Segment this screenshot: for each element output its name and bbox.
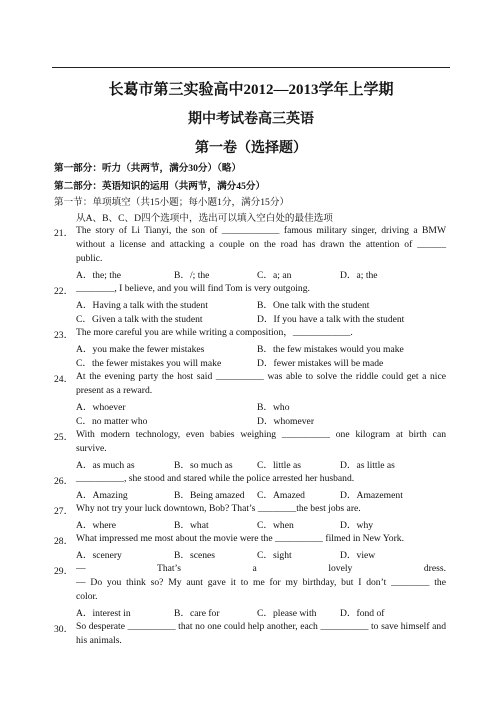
question-text: without a license and attacking a couple on the road has drawn the attention of ______ — [76, 239, 446, 250]
exam-title: 期中考试卷高三英语 — [188, 112, 314, 127]
answer-option: B．One talk with the student — [257, 300, 370, 311]
answer-option: C．a; an — [257, 270, 292, 281]
question-number: 21． — [54, 228, 74, 239]
answer-option: A．as much as — [76, 460, 135, 471]
question-text: ________, I believe, and you will find Tom is very outgoing. — [76, 283, 310, 294]
answer-option: D．a; the — [340, 270, 378, 281]
answer-option: A．whoever — [76, 402, 126, 413]
question-text: The story of Li Tianyi, the son of ____________ famous military singer, driving a BMW — [76, 225, 446, 236]
question-text: survive. — [76, 443, 107, 454]
question-text: __________, she stood and stared while the police arrested her husband. — [76, 473, 355, 484]
answer-option: A．Amazing — [76, 490, 128, 501]
question-text: So desperate __________ that no one could help another, each __________ to save himself and — [76, 621, 446, 632]
question-text: his animals. — [76, 635, 122, 646]
question-number: 24． — [54, 374, 74, 385]
answer-option: B．care for — [174, 608, 220, 619]
answer-option: C．Amazed — [257, 490, 305, 501]
question-text: With modern technology, even babies weighing __________ one kilogram at birth can — [76, 429, 446, 440]
question-text: public. — [76, 253, 103, 264]
answer-option: C．the fewer mistakes you will make — [76, 358, 222, 369]
question-number: 23． — [54, 330, 74, 341]
answer-option: D．view — [340, 550, 376, 561]
answer-option: A．scenery — [76, 550, 122, 561]
question-number: 22． — [54, 286, 74, 297]
question-text: At the evening party the host said __________ was able to solve the riddle could get a nice — [76, 371, 446, 382]
answer-option: A．where — [76, 520, 116, 531]
question-number: 26． — [54, 476, 74, 487]
volume-title: 第一卷（选择题） — [195, 141, 307, 156]
answer-option: C．little as — [257, 460, 301, 471]
instruction-text: 从A、B、C、D四个选项中，选出可以填入空白处的最佳选项 — [76, 213, 333, 224]
answer-option: C．no matter who — [76, 416, 148, 427]
school-title: 长葛市第三实验高中2012—2013学年上学期 — [108, 82, 394, 98]
answer-option: A．Having a talk with the student — [76, 300, 208, 311]
answer-option: D．If you have a talk with the student — [257, 314, 405, 325]
part1-heading: 第一部分：听力（共两节，满分30分）（略） — [54, 163, 242, 174]
answer-option: B．so much as — [174, 460, 233, 471]
answer-option: D．Amazement — [340, 490, 403, 501]
question-number: 30． — [54, 624, 74, 635]
question-text: What impressed me most about the movie were the __________ filmed in New York. — [76, 533, 404, 544]
header-rule — [52, 67, 450, 68]
answer-option: D．fond of — [340, 608, 385, 619]
answer-option: B．who — [257, 402, 290, 413]
answer-option: B．Being amazed — [174, 490, 245, 501]
question-text: — Do you think so? My aunt gave it to me for my birthday, but I don’t ________ the — [76, 577, 446, 588]
answer-option: C．Given a talk with the student — [76, 314, 203, 325]
answer-option: A．the; the — [76, 270, 122, 281]
question-text: Why not try your luck downtown, Bob? That’s ________the best jobs are. — [76, 503, 361, 514]
question-number: 27． — [54, 506, 74, 517]
answer-option: B．scenes — [174, 550, 216, 561]
question-number: 28． — [54, 536, 74, 547]
answer-option: B．the few mistakes would you make — [257, 344, 404, 355]
answer-option: A．interest in — [76, 608, 131, 619]
answer-option: C．please with — [257, 608, 317, 619]
answer-option: D．fewer mistakes will be made — [257, 358, 384, 369]
question-number: 25． — [54, 432, 74, 443]
question-number: 29． — [54, 566, 74, 577]
answer-option: D．whomever — [257, 416, 315, 427]
answer-option: C．when — [257, 520, 294, 531]
question-text: present as a reward. — [76, 385, 153, 396]
answer-option: A．you make the fewer mistakes — [76, 344, 205, 355]
answer-option: D．as little as — [340, 460, 395, 471]
answer-option: B．/; the — [174, 270, 210, 281]
answer-option: D．why — [340, 520, 374, 531]
part2-heading: 第二部分：英语知识的运用（共两节，满分45分） — [54, 181, 266, 192]
question-text: — That’s a lovely dress. — [76, 563, 446, 574]
question-text: color. — [76, 591, 98, 602]
answer-option: C．sight — [257, 550, 292, 561]
section1-heading: 第一节：单项填空（共15小题；每小题1分，满分15分） — [54, 197, 290, 208]
question-text: The more careful you are while writing a composition，____________. — [76, 327, 353, 338]
answer-option: B．what — [174, 520, 209, 531]
